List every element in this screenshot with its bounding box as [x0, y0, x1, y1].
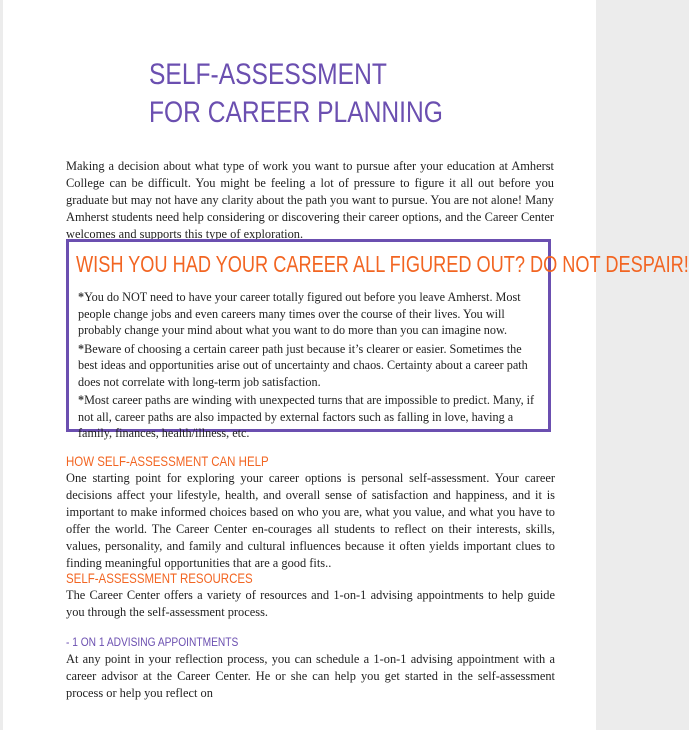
callout-bullet — [78, 392, 543, 442]
callout-bullet-list — [78, 289, 543, 444]
bullet-text: Beware of choosing a certain career path just because it’s clearer or easier. Sometimes the best ideas and opportunities arise out of uncertainty and chaos. Certainty about a career path does not correlate with long-term job satisfaction. — [78, 341, 528, 389]
document-title — [149, 56, 443, 132]
callout-bullet — [78, 289, 543, 339]
bullet-star: * — [78, 290, 85, 304]
callout-title: WISH YOU HAD YOUR CAREER ALL FIGURED OUT? DO NOT DESPAIR! — [76, 251, 689, 277]
bullet-star: * — [78, 393, 85, 407]
section-heading-resources: SELF-ASSESSMENT RESOURCES — [66, 570, 253, 586]
bullet-star: * — [78, 341, 85, 356]
section-text-how-self-assessment: One starting point for exploring your career options is personal self-assessment. Your career decisions affect your lifestyle, health, and overall sense of satisfaction and happiness, and it is important to make informed choices based on who you are, what you value, and what you have to offer the world. The Career Center en-courages all students to reflect on their interests, skills, values, personality, and family and cultural influences because it often yields important clues to finding meaningful opportunities that are a good fits.. — [66, 471, 555, 570]
bullet-text: Most career paths are winding with unexpected turns that are impossible to predict. Many, if not all, career paths are also impacted by external factors such as falling in love, having a family, finances, health/illness, etc. — [78, 393, 535, 440]
subsection-text-advising: At any point in your reflection process, you can schedule a 1-on-1 advising appointment with a career advisor at the Career Center. He or she can help you get started in the self-assessment process or help you reflect on — [66, 652, 555, 700]
intro-paragraph: Making a decision about what type of work you want to pursue after your education at Amherst College can be difficult. You might be feeling a lot of pressure to figure it all out before you graduate but may not have any clarity about the path you want to pursue. You are not alone! Many Amherst students need help considering or discovering their career options, and the Career Center welcomes and supports this type of exploration. — [66, 159, 554, 241]
callout-box — [66, 239, 689, 440]
bullet-text: You do NOT need to have your career totally figured out before you leave Amherst. Most people change jobs and even careers many times over the course of their lives. You will probably change your mind about what you want to do more than you can imagine now. — [78, 290, 521, 337]
section-text-resources: The Career Center offers a variety of resources and 1-on-1 advising appointments to help guide you through the self-assessment process. — [66, 588, 555, 619]
section-heading-how-self-assessment: HOW SELF-ASSESSMENT CAN HELP — [66, 453, 269, 469]
title-line-1: SELF-ASSESSMENT — [149, 58, 387, 91]
document-page — [3, 0, 689, 730]
subsection-heading-advising: - 1 ON 1 ADVISING APPOINTMENTS — [66, 635, 239, 649]
callout-bullet — [78, 341, 543, 391]
title-line-2: FOR CAREER PLANNING — [149, 96, 443, 129]
